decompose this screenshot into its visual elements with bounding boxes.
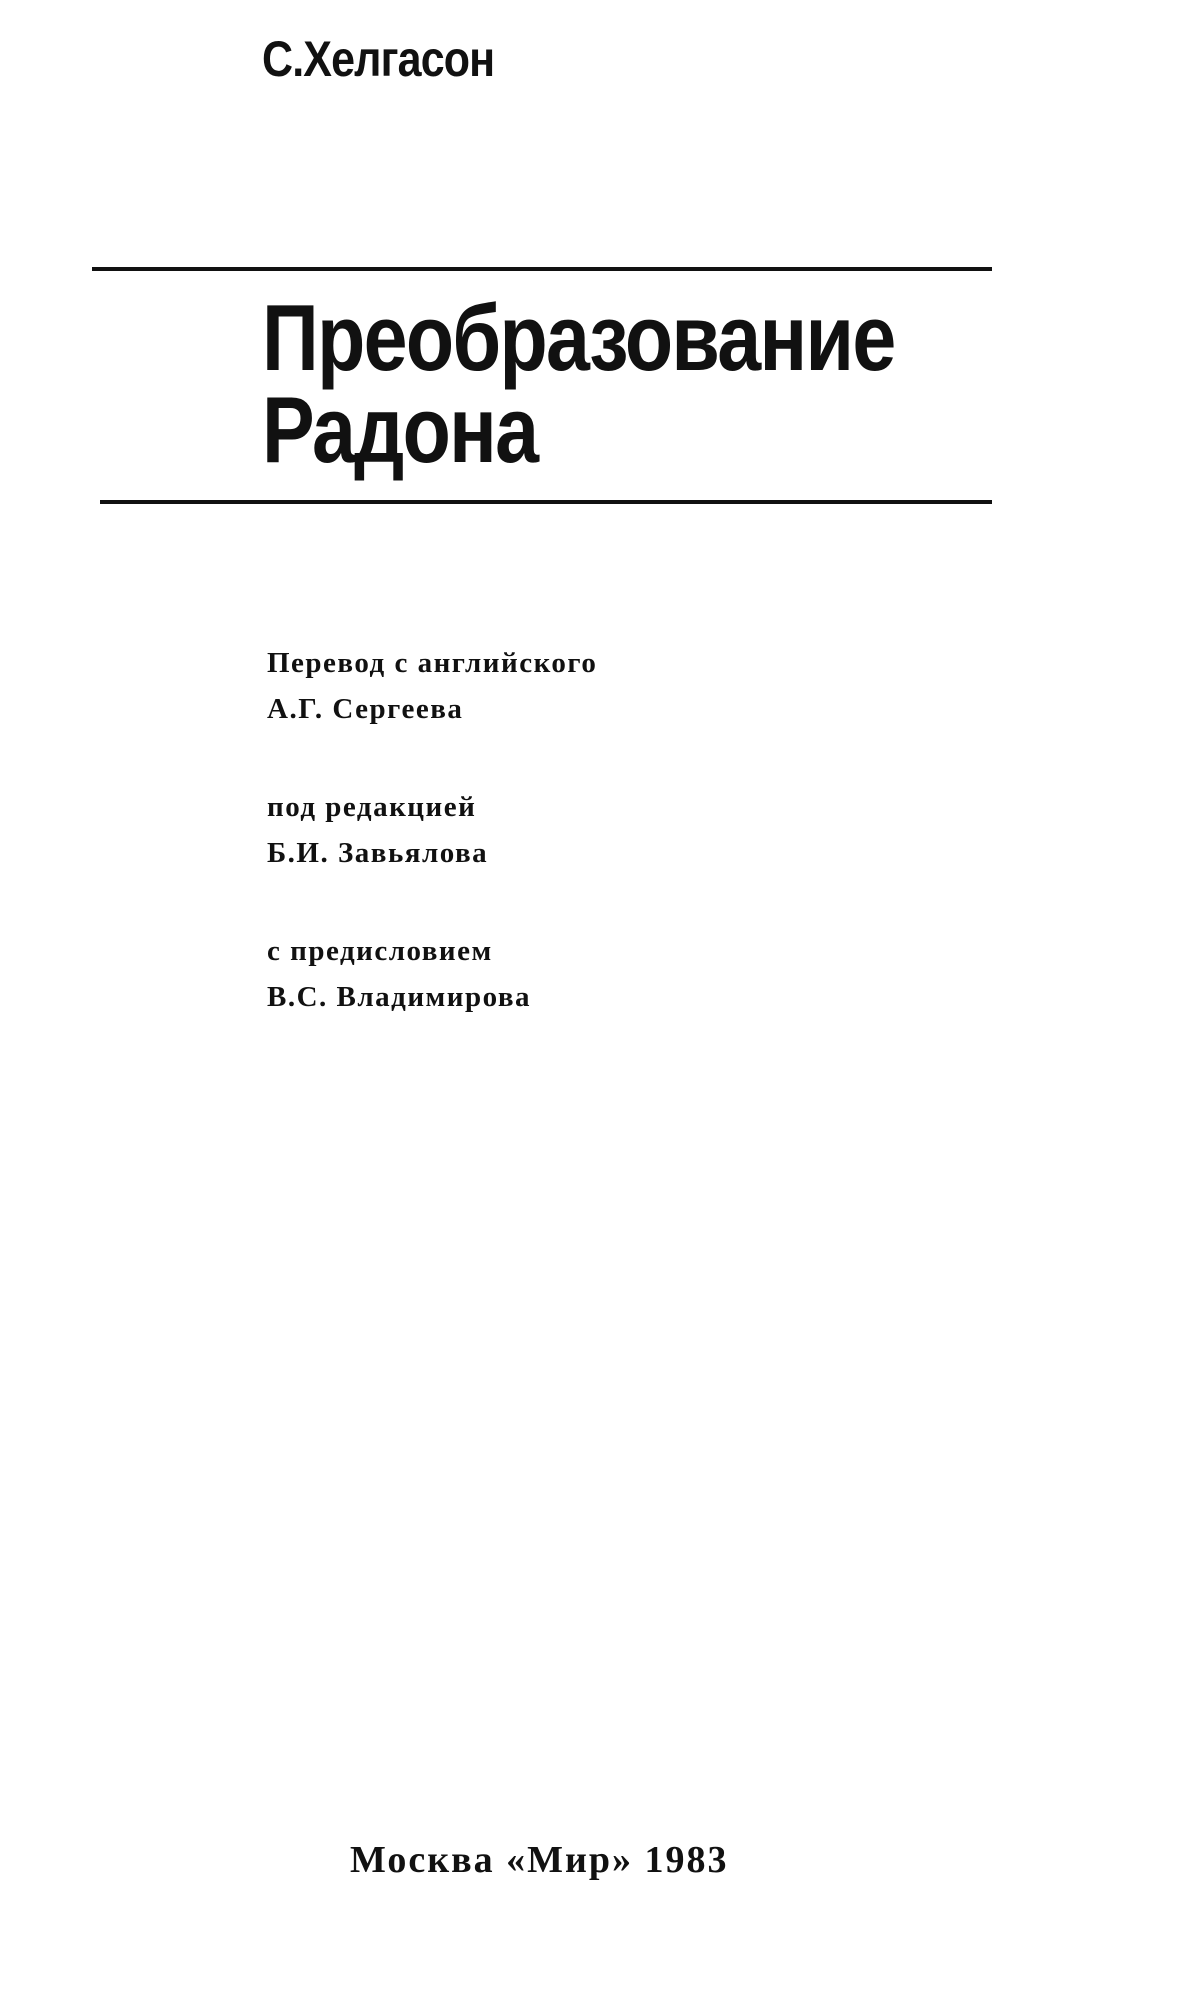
translation-label: Перевод с английского bbox=[267, 647, 598, 679]
editor-name: Б.И. Завьялова bbox=[267, 837, 489, 869]
title-top-rule bbox=[92, 267, 992, 271]
title-bottom-rule bbox=[100, 500, 992, 504]
foreword-label: с предисловием bbox=[267, 935, 493, 967]
translation-credit bbox=[267, 640, 597, 732]
book-title-line-1: Преобразование bbox=[262, 285, 895, 390]
book-title-line-2: Радона bbox=[262, 377, 538, 482]
publisher-imprint: Москва «Мир» 1983 bbox=[350, 1839, 729, 1881]
book-title bbox=[262, 285, 895, 482]
credits bbox=[267, 640, 597, 1072]
editing-credit bbox=[267, 784, 597, 876]
foreword-author-name: В.С. Владимирова bbox=[267, 981, 532, 1013]
editing-label: под редакцией bbox=[267, 791, 477, 823]
foreword-credit bbox=[267, 928, 597, 1020]
translator-name: А.Г. Сергеева bbox=[267, 693, 464, 725]
author-name: С.Хелгасон bbox=[262, 31, 495, 87]
